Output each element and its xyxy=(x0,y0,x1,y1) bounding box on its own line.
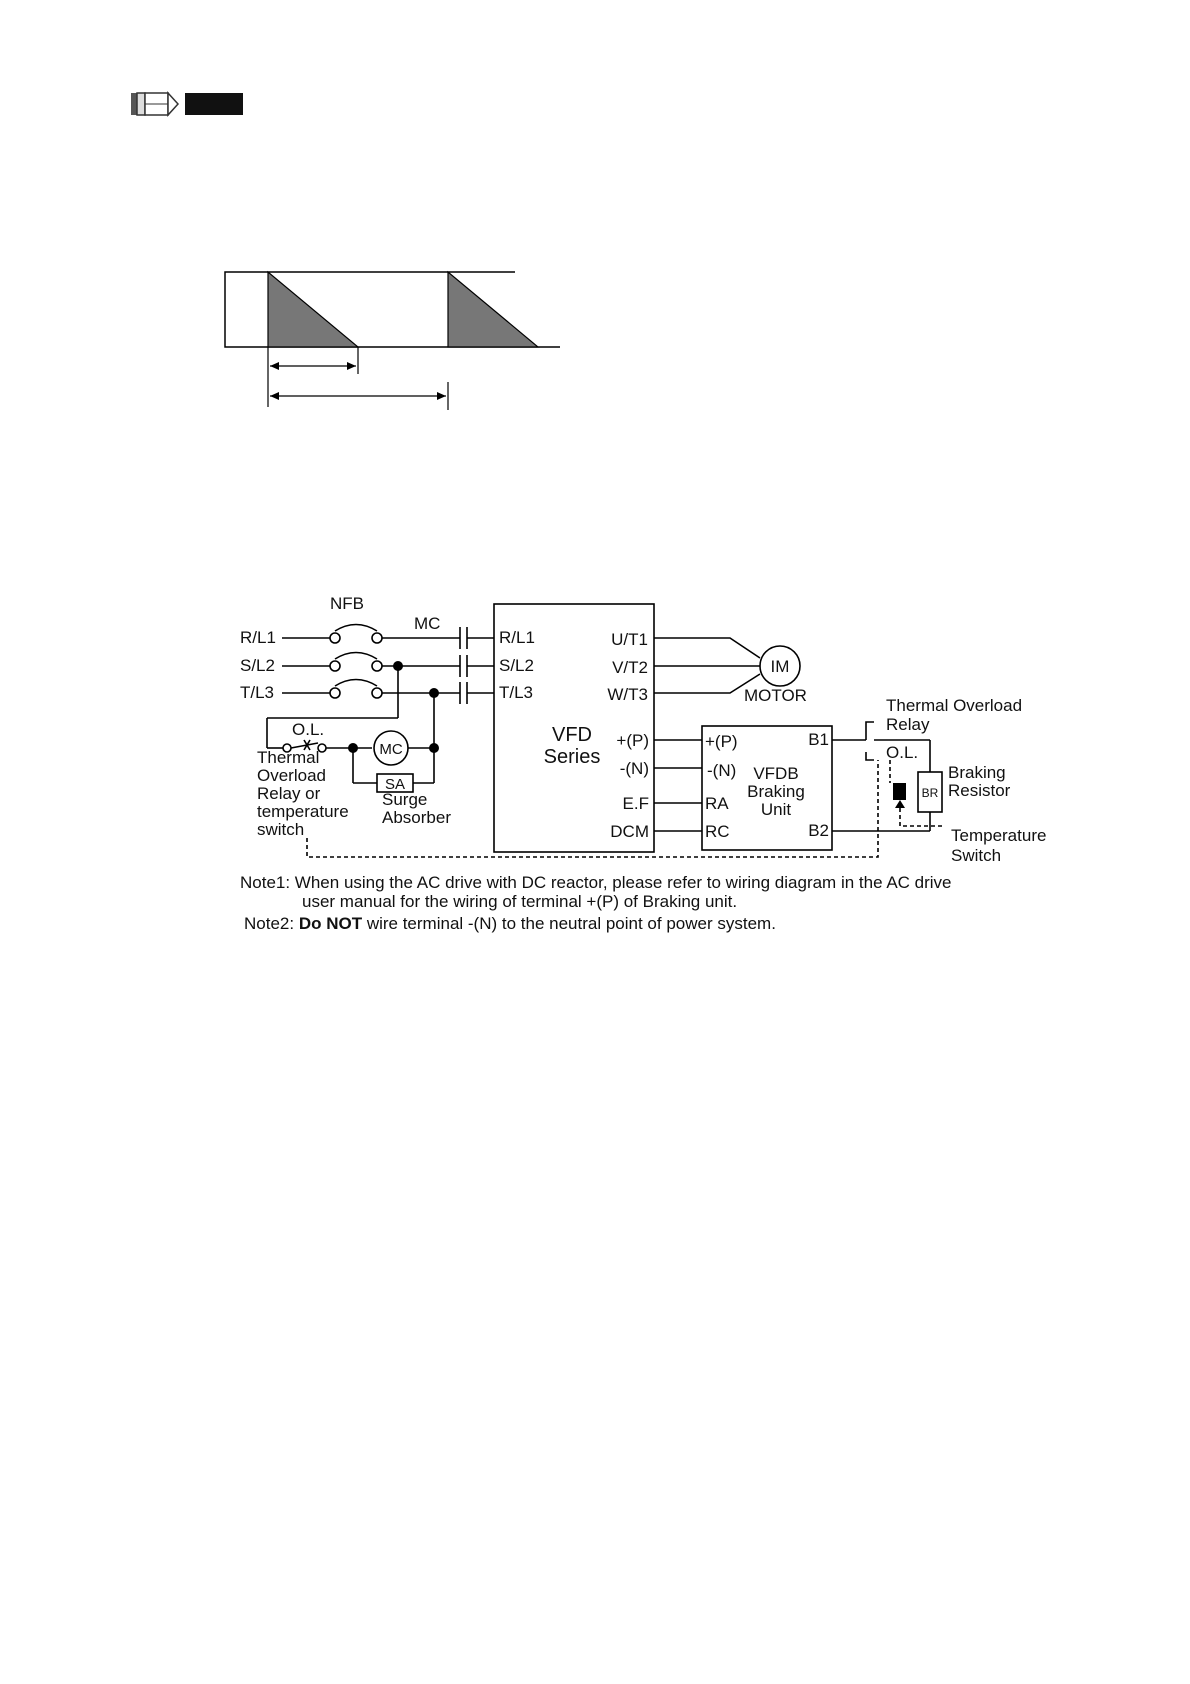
left-label-line-4: temperature xyxy=(257,802,349,821)
surge-label-line-2: Absorber xyxy=(382,808,451,827)
brake-title-line-1: VFDB xyxy=(753,764,799,783)
resistor-label-line-2: Resistor xyxy=(948,781,1011,800)
vfd-input-r: R/L1 xyxy=(499,628,535,647)
br-label: BR xyxy=(921,786,939,800)
input-t-label: T/L3 xyxy=(240,683,275,702)
vfd-title: VFD xyxy=(552,724,592,746)
brake-out-b1: B1 xyxy=(808,730,829,749)
vfd-output-v: V/T2 xyxy=(612,658,648,677)
nfb-label: NFB xyxy=(330,594,364,613)
brake-out-b2: B2 xyxy=(808,821,829,840)
left-label-line-3: Relay or xyxy=(257,784,321,803)
note1-line1: Note1: When using the AC drive with DC reactor, please refer to wiring diagram in the AC drive xyxy=(240,873,952,892)
temp-switch-line-2: Switch xyxy=(951,846,1002,865)
vfd-ef: E.F xyxy=(622,794,649,813)
note2-prefix: Note2: xyxy=(244,914,299,933)
braking-unit-wiring-diagram xyxy=(0,580,1190,940)
vfd-series: Series xyxy=(543,746,601,768)
tor-label-line-1: Thermal Overload xyxy=(886,696,1023,715)
vfd-dc-minus: -(N) xyxy=(619,759,649,778)
temp-switch-line-1: Temperature xyxy=(951,826,1047,845)
brake-in-plus: +(P) xyxy=(705,732,738,751)
brake-in-rc: RC xyxy=(705,822,730,841)
mc-coil-label: MC xyxy=(379,741,403,758)
note2-rest: wire terminal -(N) to the neutral point of power system. xyxy=(362,914,776,933)
motor-label: MOTOR xyxy=(744,686,807,705)
vfd-input-t: T/L3 xyxy=(499,683,534,702)
input-s-label: S/L2 xyxy=(240,656,275,675)
resistor-label-line-1: Braking xyxy=(948,763,1006,782)
brake-title-line-2: Braking xyxy=(747,782,805,801)
tor-ol-label: O.L. xyxy=(886,743,919,762)
sa-label: SA xyxy=(384,776,406,793)
vfd-output-u: U/T1 xyxy=(611,630,648,649)
vfd-dc-plus: +(P) xyxy=(616,731,649,750)
mc-label: MC xyxy=(414,614,441,633)
brake-title-line-3: Unit xyxy=(760,800,792,819)
surge-label-line-1: Surge xyxy=(382,790,428,809)
left-label-line-2: Overload xyxy=(257,766,326,785)
cycle-time-arrow xyxy=(270,392,446,400)
brake-in-ra: RA xyxy=(705,794,729,813)
vfd-output-w: W/T3 xyxy=(607,685,648,704)
motor-symbol: IM xyxy=(770,657,790,676)
note2-bold: Do NOT xyxy=(298,914,363,933)
vfd-dcm: DCM xyxy=(610,822,649,841)
braking-pulse-2 xyxy=(448,272,538,347)
vfd-input-s: S/L2 xyxy=(499,656,534,675)
left-label-line-5: switch xyxy=(257,820,305,839)
duty-cycle-chart xyxy=(215,262,565,412)
note1-line2: user manual for the wiring of terminal +(P) of Braking unit. xyxy=(302,892,738,911)
braking-time-arrow xyxy=(270,362,356,370)
brake-in-minus: -(N) xyxy=(707,761,737,780)
braking-pulse-1 xyxy=(268,272,358,347)
ol-label: O.L. xyxy=(292,720,325,739)
left-label-line-1: Thermal xyxy=(257,748,320,767)
note-header-icon xyxy=(130,90,246,118)
tor-label-line-2: Relay xyxy=(886,715,930,734)
input-r-label: R/L1 xyxy=(240,628,276,647)
note2 xyxy=(244,914,776,933)
